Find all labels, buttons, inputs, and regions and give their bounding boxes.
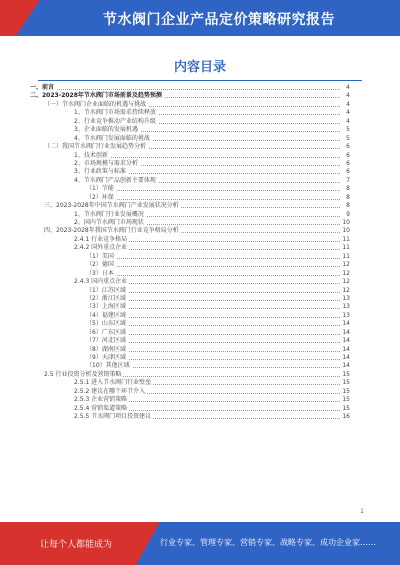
toc-entry-text: 2.5.2 建议在哪个环节介入 [74, 387, 146, 395]
toc-entry-text: 四、2023-2028年我国节水阀门行业竞争格局分析 [44, 227, 179, 235]
toc-entry-text: （2）德国 [86, 261, 114, 269]
toc-entry-page: 4 [342, 109, 350, 117]
toc-entry-text: 三、2023-2028年中国节水阀门产业发展状况分析 [44, 202, 179, 210]
toc-entry-text: （二）我国节水阀门行业发展趋势分析 [44, 143, 147, 151]
toc-entry-page: 6 [342, 143, 350, 151]
toc-entry-text: （3）上海区域 [86, 303, 126, 311]
toc-entry-page: 8 [342, 194, 350, 202]
toc-entry-page: 12 [342, 261, 350, 269]
toc-divider [38, 80, 362, 81]
toc-entry-text: （7）河北区域 [86, 337, 126, 345]
toc-entry-text: 1、节水阀门行业发展概况 [74, 210, 144, 218]
toc-entry-page: 15 [342, 370, 350, 378]
toc-entry[interactable] [30, 413, 350, 421]
toc-entry-page: 6 [342, 160, 350, 168]
toc-entry[interactable] [30, 202, 350, 210]
toc-entry-text: 2.4.2 国外重点企业 [74, 244, 128, 252]
toc-leader-dots [86, 265, 340, 267]
header-accent [0, 0, 40, 36]
toc-entry-page: 4 [342, 84, 350, 92]
toc-entry-page: 14 [342, 337, 350, 345]
toc-entry-text: （5）山东区域 [86, 320, 126, 328]
toc-entry-text: （1）江苏区域 [86, 286, 126, 294]
toc-entry-page: 10 [342, 219, 350, 226]
toc-heading: 内容目录 [173, 60, 226, 75]
toc-entry-page: 15 [342, 379, 350, 387]
toc-entry-text: 2.4.1 行业竞争格局 [74, 235, 128, 243]
toc-leader-dots [86, 257, 340, 259]
toc-entry-page: 5 [342, 126, 350, 134]
toc-entry-page: 15 [342, 387, 350, 395]
toc-entry-text: 3、行业政策与标准 [74, 168, 126, 176]
toc-entry[interactable] [30, 354, 350, 362]
toc-entry-page: 12 [342, 269, 350, 277]
toc-entry-text: （2）浙江区域 [86, 294, 126, 302]
toc-entry[interactable] [30, 261, 350, 269]
toc-entry[interactable] [30, 253, 350, 261]
toc-entry-text: （3）日本 [86, 269, 114, 277]
toc-entry-page: 15 [342, 404, 350, 412]
toc-entry[interactable] [30, 135, 350, 143]
toc-entry[interactable] [30, 152, 350, 160]
toc-entry[interactable] [30, 278, 350, 286]
toc-entry-page: 12 [342, 278, 350, 286]
toc-entry-text: （2）环保 [86, 193, 114, 201]
toc-entry[interactable] [30, 303, 350, 311]
table-of-contents [30, 84, 350, 422]
toc-entry[interactable] [30, 320, 350, 328]
toc-entry-text: 1、节水阀门市场需求持续释放 [74, 109, 156, 117]
toc-entry[interactable] [30, 362, 350, 370]
toc-entry-text: 2、国内节水阀门市场现状 [74, 219, 144, 226]
toc-entry-page: 11 [342, 244, 350, 252]
toc-entry[interactable] [30, 92, 350, 100]
header-banner [0, 0, 400, 36]
toc-entry-page: 16 [342, 413, 350, 421]
toc-entry[interactable] [30, 388, 350, 396]
toc-entry-page: 12 [342, 286, 350, 294]
toc-entry-page: 4 [342, 92, 350, 100]
toc-entry[interactable] [30, 177, 350, 185]
toc-entry-text: 2.5.5 节水阀门项目投资建议 [74, 413, 152, 421]
toc-entry-text: 3、企业面临的发展机遇 [74, 126, 138, 134]
toc-entry-text: 2、行业竞争推动产业结构升级 [74, 117, 156, 125]
toc-entry[interactable] [30, 118, 350, 126]
toc-entry[interactable] [30, 337, 350, 345]
toc-entry[interactable] [30, 405, 350, 413]
toc-entry-page: 13 [342, 311, 350, 319]
toc-entry-text: 一、前言 [30, 84, 55, 91]
toc-leader-dots [30, 88, 340, 90]
toc-entry-text: （1）美国 [86, 252, 114, 260]
toc-entry-page: 8 [342, 185, 350, 193]
toc-entry[interactable] [30, 194, 350, 202]
toc-entry[interactable] [30, 312, 350, 320]
toc-entry[interactable] [30, 143, 350, 151]
toc-entry-page: 13 [342, 303, 350, 311]
toc-entry-page: 6 [342, 168, 350, 176]
toc-entry[interactable] [30, 211, 350, 219]
toc-entry[interactable] [30, 227, 350, 235]
toc-leader-dots [86, 198, 340, 200]
toc-entry-page: 8 [342, 202, 350, 210]
toc-entry-text: 2.5.3 企业营销策略 [74, 396, 128, 404]
toc-entry-text: （1）节能 [86, 185, 114, 193]
toc-entry-page: 9 [342, 211, 350, 219]
toc-entry-text: （6）广东区域 [86, 328, 126, 336]
toc-entry-text: （一）节水阀门企业面临的机遇与挑战 [44, 100, 147, 108]
toc-entry-page: 4 [342, 101, 350, 109]
footer-slogan-right: 行业专家、管理专家、营销专家、战略专家、成功企业家…… [160, 538, 376, 547]
footer-banner [0, 522, 400, 565]
toc-entry[interactable] [30, 329, 350, 337]
toc-entry-text: 1、技术创新 [74, 151, 108, 159]
toc-entry[interactable] [30, 346, 350, 354]
page-number: 1 [360, 508, 364, 515]
toc-entry-page: 4 [342, 118, 350, 126]
toc-entry-text: 4、节水阀门发展面临的挑战 [74, 134, 150, 142]
toc-entry-text: （4）福建区域 [86, 311, 126, 319]
toc-entry-text: （8）湖南区域 [86, 345, 126, 353]
toc-entry[interactable] [30, 126, 350, 134]
toc-entry-page: 6 [342, 152, 350, 160]
toc-entry-text: 二、2023-2028年节水阀门市场前景及趋势预测 [30, 92, 162, 100]
toc-entry-page: 7 [342, 177, 350, 185]
toc-entry-page: 14 [342, 345, 350, 353]
toc-entry-page: 14 [342, 362, 350, 370]
document-title: 节水阀门企业产品定价策略研究报告 [103, 12, 335, 28]
toc-entry[interactable] [30, 287, 350, 295]
toc-entry[interactable] [30, 168, 350, 176]
toc-entry[interactable] [30, 396, 350, 404]
toc-entry-text: 4、节水阀门产品创新主要体现 [74, 176, 156, 184]
toc-entry-page: 11 [342, 252, 350, 260]
toc-entry-page: 5 [342, 135, 350, 143]
toc-leader-dots [74, 156, 340, 158]
toc-entry-page: 14 [342, 328, 350, 336]
toc-entry[interactable] [30, 244, 350, 252]
toc-entry-page: 13 [342, 294, 350, 302]
toc-entry[interactable] [30, 379, 350, 387]
toc-entry[interactable] [30, 270, 350, 278]
toc-leader-dots [86, 274, 340, 276]
footer-slogan-left: 让每个人都能成为 [40, 540, 113, 550]
toc-entry-page: 14 [342, 354, 350, 361]
toc-entry-page: 10 [342, 227, 350, 235]
toc-entry-text: 2.4.3 国内重点企业 [74, 278, 128, 286]
toc-entry-text: 2.5.4 营销渠道策略 [74, 404, 128, 412]
toc-leader-dots [86, 189, 340, 191]
toc-entry-page: 14 [342, 320, 350, 328]
toc-entry-text: 2.5.1 进入节水阀门行业壁垒 [74, 379, 152, 387]
toc-entry-page: 11 [342, 235, 350, 243]
toc-entry-text: （9）天津区域 [86, 354, 126, 361]
toc-entry[interactable] [30, 185, 350, 193]
toc-entry[interactable] [30, 295, 350, 303]
toc-entry-page: 15 [342, 396, 350, 404]
toc-entry-text: 2、市场规模与需求分析 [74, 159, 138, 167]
toc-entry[interactable] [30, 109, 350, 117]
toc-entry-text: （10）其他区域 [86, 362, 130, 370]
toc-entry-text: 2.5 行业投资分析及营销策略 [44, 370, 122, 378]
